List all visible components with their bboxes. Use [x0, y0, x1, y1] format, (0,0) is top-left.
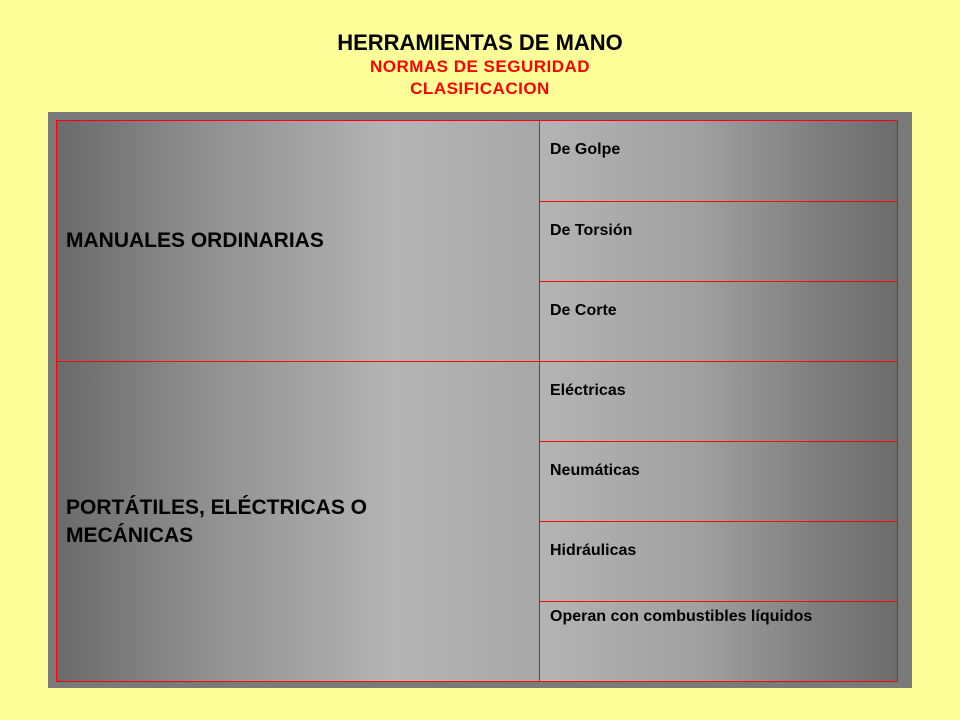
type-label-de-golpe: De Golpe	[550, 141, 621, 158]
group-label-manual-ordinary: MANUALES ORDINARIAS	[66, 229, 324, 252]
type-cell	[540, 201, 897, 281]
slide-header	[0, 30, 960, 100]
classification-panel	[48, 112, 912, 688]
type-label-electricas: Eléctricas	[550, 382, 626, 399]
type-cell	[540, 441, 897, 521]
type-cell	[540, 601, 897, 681]
slide-subtitle-safety: NORMAS DE SEGURIDAD	[369, 57, 591, 76]
group-label-cell	[57, 121, 540, 361]
group-label-portable: PORTÁTILES, ELÉCTRICAS O MECÁNICAS	[66, 495, 368, 547]
group-label-cell	[57, 362, 540, 681]
slide-title: HERRAMIENTAS DE MANO	[337, 30, 623, 55]
type-label-combustibles-liquidos: Operan con combustibles líquidos	[550, 608, 813, 625]
type-cell	[540, 521, 897, 601]
type-label-neumaticas: Neumáticas	[550, 462, 640, 479]
type-label-de-corte: De Corte	[550, 302, 617, 319]
type-cell	[540, 281, 897, 361]
type-label-de-torsion: De Torsión	[550, 222, 633, 239]
slide-subtitle-classification: CLASIFICACION	[410, 79, 550, 98]
group-manual-ordinary	[57, 121, 897, 361]
classification-table	[56, 120, 898, 682]
type-label-hidraulicas: Hidráulicas	[550, 542, 637, 559]
group-types	[540, 362, 897, 681]
group-types	[540, 121, 897, 361]
type-cell	[540, 362, 897, 442]
group-portable-electric-mechanical	[57, 362, 897, 681]
type-cell	[540, 121, 897, 201]
